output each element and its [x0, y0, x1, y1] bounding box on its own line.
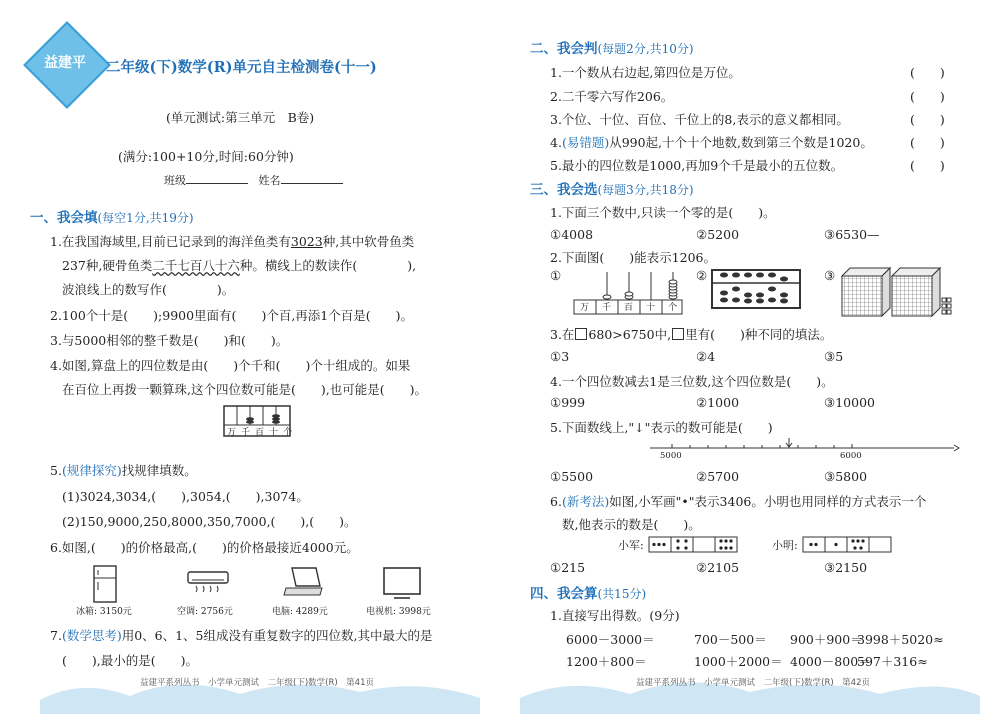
unit-info: (单元测试:第三单元 B卷): [166, 110, 315, 125]
abacus-label: 千: [241, 428, 256, 438]
fridge-icon: [92, 564, 118, 604]
air-conditioner-icon: [186, 570, 230, 596]
abacus-label: 百: [255, 428, 270, 438]
choice-4-opt-1[interactable]: ①999: [550, 395, 586, 410]
q1-text-a: 1.在我国海域里,目前已记录到的海洋鱼类有: [50, 234, 291, 249]
q5-number: 5.: [50, 463, 62, 478]
q1-wavy-words: 二千七百八十六: [152, 258, 240, 273]
q4-line-2: 在百位上再拨一颗算珠,这个四位数可能是( ),也可能是( )。: [62, 382, 427, 397]
q7-line-1: [50, 626, 433, 644]
xiaoming-label: 小明:: [772, 539, 798, 552]
section-4-note: (共15分): [597, 587, 647, 601]
student-info: [164, 172, 343, 188]
choice-6-line-1: [550, 492, 926, 510]
blank-box[interactable]: [575, 328, 587, 340]
judge-2-answer[interactable]: ( ): [910, 89, 945, 104]
judge-3: 3.个位、十位、百位、千位上的8,表示的意义都相同。: [550, 112, 849, 127]
q1-line-3: 波浪线上的数写作( )。: [62, 282, 235, 297]
calc-item: 1200＋800＝: [566, 654, 647, 669]
choice-3-text-c: 里有( )种不同的填法。: [685, 327, 833, 342]
section-3-heading: 三、我会选: [530, 182, 598, 198]
choice-4-opt-2[interactable]: ②1000: [696, 395, 740, 410]
choice-2-mark-3[interactable]: ③: [824, 268, 836, 283]
axis-label-5000: 5000: [660, 451, 682, 461]
xiaoming-dots-figure: [802, 536, 896, 554]
choice-6-text: 如图,小军画"•"表示3406。小明也用同样的方式表示一个: [609, 494, 927, 509]
calc-item: 1000＋2000＝: [694, 654, 783, 669]
item-label-tv: 电视机: 3998元: [366, 607, 431, 617]
item-label-computer: 电脑: 4289元: [272, 607, 328, 617]
calc-item: 900＋900＝: [790, 632, 863, 647]
class-label: 班级: [164, 174, 186, 187]
choice-3-text-b: 680>6750中,: [588, 327, 672, 342]
q2: 2.100个十是( );9900里面有( )个百,再添1个百是( )。: [50, 308, 413, 323]
section-3-note: (每题3分,共18分): [597, 183, 694, 197]
q7-text: 用0、6、1、5组成没有重复数字的四位数,其中最大的是: [121, 628, 433, 643]
calc-instruction: 1.直接写出得数。(9分): [550, 608, 680, 623]
q1-text-c: 237种,硬骨鱼类: [62, 258, 153, 273]
item-label-fridge: 冰箱: 3150元: [76, 607, 132, 617]
q4-line-1: 4.如图,算盘上的四位数是由( )个千和( )个十组成的。如果: [50, 358, 411, 373]
footer-left: 益建平系列丛书 小学单元测试 二年级(下)数学(R) 第41页: [140, 678, 374, 688]
xiaojun-label: 小军:: [618, 539, 644, 552]
item-label-ac: 空调: 2756元: [177, 607, 233, 617]
q1-line-2: [62, 256, 416, 274]
q1-underlined-number: 3023: [290, 234, 323, 249]
q7-number: 7.: [50, 628, 62, 643]
judge-4-answer[interactable]: ( ): [910, 135, 945, 150]
q5-title: [50, 461, 197, 479]
q1-text-d: 种。横线上的数读作( ),: [239, 258, 417, 273]
choice-5-opt-1[interactable]: ①5500: [550, 469, 594, 484]
abacus-label: 千: [602, 303, 625, 313]
section-2-note: (每题2分,共10分): [597, 42, 694, 56]
section-1-title: [30, 206, 194, 226]
choice-1-opt-3[interactable]: ③6530—: [824, 227, 880, 242]
choice-1-opt-2[interactable]: ②5200: [696, 227, 740, 242]
class-field[interactable]: [186, 172, 248, 184]
option-blocks-figure: [840, 266, 952, 318]
judge-1-answer[interactable]: ( ): [910, 65, 945, 80]
calc-item: 700－500＝: [694, 632, 767, 647]
q7-line-2: ( ),最小的是( )。: [62, 653, 198, 668]
choice-4: 4.一个四位数减去1是三位数,这个四位数是( )。: [550, 374, 834, 389]
brand-logo-text: 益建平: [44, 55, 86, 71]
section-2-heading: 二、我会判: [530, 41, 598, 57]
choice-6-opt-3[interactable]: ③2150: [824, 560, 868, 575]
choice-6-number: 6.: [550, 494, 562, 509]
choice-1: 1.下面三个数中,只读一个零的是( )。: [550, 205, 776, 220]
choice-3-text-a: 3.在: [550, 327, 575, 342]
q1-text-b: 种,其中软骨鱼类: [322, 234, 415, 249]
choice-3: [550, 325, 832, 343]
option-suanpan-figure: [710, 268, 802, 310]
q3: 3.与5000相邻的整千数是( )和( )。: [50, 333, 289, 348]
q5-part-1: (1)3024,3034,( ),3054,( ),3074。: [62, 489, 309, 504]
abacus-label: 十: [269, 428, 284, 438]
section-1-heading: 一、我会填: [30, 210, 98, 226]
q6: 6.如图,( )的价格最高,( )的价格最接近4000元。: [50, 540, 359, 555]
choice-5-opt-2[interactable]: ②5700: [696, 469, 740, 484]
choice-1-opt-1[interactable]: ①4008: [550, 227, 594, 242]
name-label: 姓名: [258, 174, 281, 187]
judge-5: 5.最小的四位数是1000,再加9个千是最小的五位数。: [550, 158, 844, 173]
choice-5: 5.下面数线上,"↓"表示的数可能是( ): [550, 420, 773, 435]
section-2-title: [530, 37, 694, 57]
axis-label-6000: 6000: [840, 451, 862, 461]
choice-5-opt-3[interactable]: ③5800: [824, 469, 868, 484]
abacus-label: 万: [227, 428, 242, 438]
section-1-note: (每空1分,共19分): [97, 211, 194, 225]
choice-3-opt-2[interactable]: ②4: [696, 349, 716, 364]
q5-tag: (规律探究): [61, 463, 122, 478]
judge-3-answer[interactable]: ( ): [910, 112, 945, 127]
judge-4-tag: (易错题): [561, 135, 610, 150]
score-info: (满分:100+10分,时间:60分钟): [118, 149, 294, 164]
choice-3-opt-3[interactable]: ③5: [824, 349, 844, 364]
judge-2: 2.二千零六写作206。: [550, 89, 674, 104]
abacus-labels: [227, 425, 297, 438]
option-abacus-labels: [580, 300, 690, 313]
abacus-label: 十: [646, 303, 669, 313]
footer-right: 益建平系列丛书 小学单元测试 二年级(下)数学(R) 第42页: [636, 678, 870, 688]
right-page: [500, 0, 1000, 714]
choice-6-line-2: 数,他表示的数是( )。: [562, 517, 701, 532]
q5-text: 找规律填数。: [121, 463, 197, 478]
q1-line-1: [50, 232, 414, 250]
judge-5-answer[interactable]: ( ): [910, 158, 945, 173]
choice-3-opt-1[interactable]: ①3: [550, 349, 570, 364]
calc-item: 6000－3000＝: [566, 632, 655, 647]
section-4-heading: 四、我会算: [530, 586, 598, 602]
section-4-title: [530, 582, 646, 602]
calc-item: 597＋316≈: [857, 654, 928, 669]
judge-4-number: 4.: [550, 135, 562, 150]
laptop-icon: [282, 566, 326, 598]
choice-4-opt-3[interactable]: ③10000: [824, 395, 875, 410]
blank-box[interactable]: [672, 328, 684, 340]
choice-6-opt-2[interactable]: ②2105: [696, 560, 740, 575]
choice-2-mark-1[interactable]: ①: [550, 268, 562, 283]
abacus-label: 万: [580, 303, 603, 313]
judge-1: 1.一个数从右边起,第四位是万位。: [550, 65, 741, 80]
name-field[interactable]: [281, 172, 343, 184]
abacus-label: 个: [668, 303, 691, 313]
q5-part-2: (2)150,9000,250,8000,350,7000,( ),( )。: [62, 514, 357, 529]
section-3-title: [530, 178, 694, 198]
calc-item: 4000－800＝: [790, 654, 871, 669]
number-line: [648, 438, 960, 454]
page-title: 二年级(下)数学(R)单元自主检测卷(十一): [106, 59, 377, 76]
abacus-label: 百: [624, 303, 647, 313]
choice-6-opt-1[interactable]: ①215: [550, 560, 586, 575]
judge-4: [550, 133, 873, 151]
judge-4-text: 从990起,十个十个地数,数到第三个数是1020。: [609, 135, 873, 150]
choice-6-tag: (新考法): [561, 494, 610, 509]
tv-icon: [382, 566, 422, 600]
abacus-label: 个: [283, 428, 298, 438]
xiaojun-dots-figure: [648, 536, 742, 554]
choice-2-mark-2[interactable]: ②: [696, 268, 708, 283]
q7-tag: (数学思考): [61, 628, 122, 643]
choice-2: 2.下面图( )能表示1206。: [550, 250, 716, 265]
calc-item: 3998＋5020≈: [857, 632, 944, 647]
